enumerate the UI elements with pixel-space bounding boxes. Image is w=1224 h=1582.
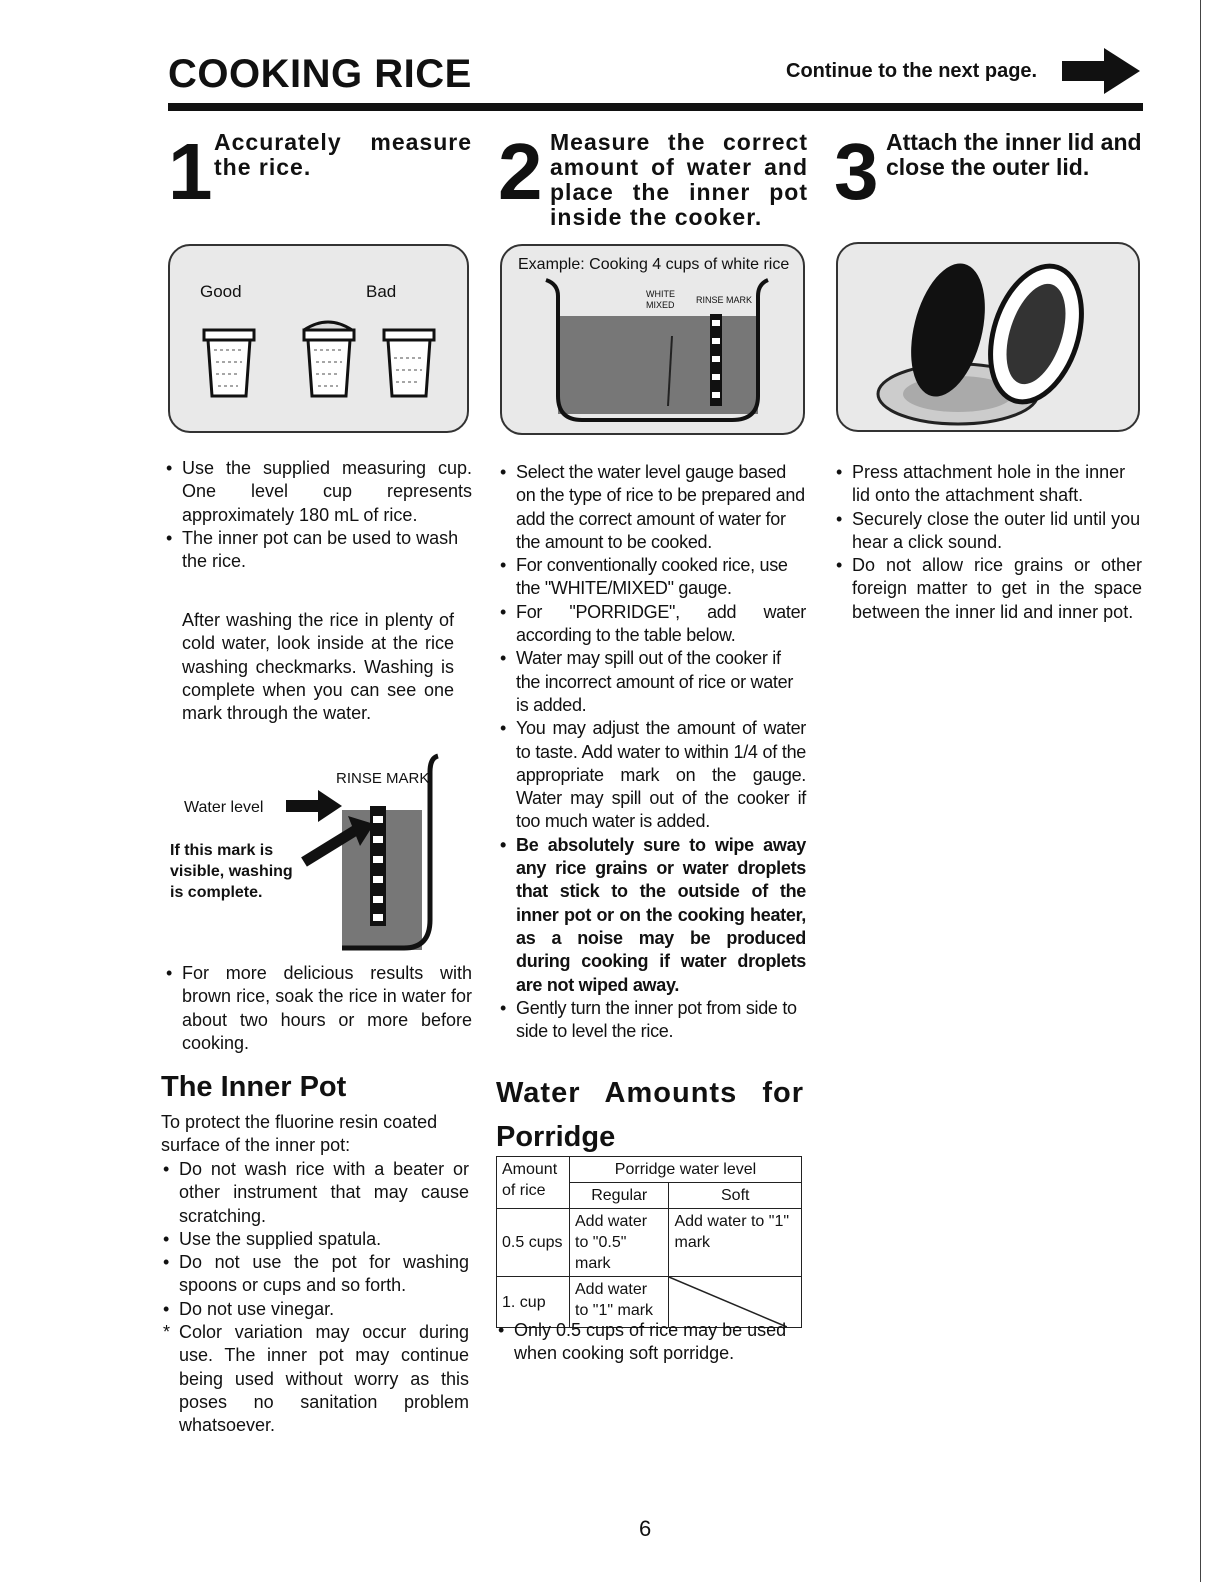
list-item: • For conventionally cooked rice, use the "WHITE/MIXED" gauge. <box>498 554 806 601</box>
step-2-title <box>550 130 808 230</box>
step-1-instructions <box>164 457 472 573</box>
heaped-cup-icon <box>304 322 354 396</box>
inner-pot-intro: To protect the fluorine resin coated surface of the inner pot: <box>161 1112 438 1156</box>
continue-note: Continue to the next page. <box>786 60 1038 82</box>
step-3-number: 3 <box>834 127 879 216</box>
page-edge-line <box>1200 0 1201 1582</box>
list-item: • You may adjust the amount of water to taste. Add water to within 1/4 of the appropriate mark on the gauge. Water may spill out of the cooker if too much water is added. <box>498 717 806 833</box>
porridge-heading-line: Porridge <box>496 1121 616 1153</box>
mixed-label: MIXED <box>646 300 675 310</box>
list-item: • Do not allow rice grains or other foreign matter to get in the space between the inner lid and inner pot. <box>834 554 1142 624</box>
step-2-title-line: place the inner pot <box>550 179 808 205</box>
table-cell: 1. cup <box>497 1277 570 1328</box>
regular-header: Regular <box>570 1183 669 1209</box>
table-cell: Add water to "0.5" mark <box>570 1209 669 1277</box>
rinse-mark-diagram <box>168 750 468 955</box>
step-2-number: 2 <box>498 127 543 216</box>
level-header: Porridge water level <box>570 1157 802 1183</box>
table-cell: 0.5 cups <box>497 1209 570 1277</box>
good-label: Good <box>200 282 242 301</box>
amount-header: Amount of rice <box>497 1157 570 1209</box>
inner-lid-icon <box>838 244 1138 430</box>
list-item: * Color variation may occur during use. The inner pot may continue being used without worry as this poses no sanitation problem whatsoever. <box>161 1321 469 1437</box>
list-item: • For "PORRIDGE", add water according to the table below. <box>498 601 806 648</box>
list-item: • Select the water level gauge based on the type of rice to be prepared and add the correct amount of water for the amount to be cooked. <box>498 461 806 554</box>
step-2-title-line: inside the cooker. <box>550 204 763 230</box>
step-3-title-line: close the outer lid. <box>886 154 1090 180</box>
list-item: • Use the supplied measuring cup. One level cup represents approximately 180 mL of rice. <box>164 457 472 527</box>
water-level-arrow-icon <box>286 790 342 822</box>
washing-complete-line: If this mark is <box>170 842 274 859</box>
brown-rice-note <box>164 962 472 1055</box>
list-item: • Do not use vinegar. <box>161 1298 469 1321</box>
soft-header: Soft <box>669 1183 802 1209</box>
table-row <box>497 1157 802 1183</box>
step-1-number: 1 <box>168 127 213 216</box>
list-item: • Securely close the outer lid until you hear a click sound. <box>834 508 1142 555</box>
step-2-title-line: Measure the correct <box>550 129 808 155</box>
step-2-instructions <box>498 461 806 1043</box>
lid-illustration <box>836 242 1140 432</box>
list-item: • Use the supplied spatula. <box>161 1228 469 1251</box>
measuring-cup-icons <box>170 246 467 431</box>
inner-pot-icon <box>502 246 803 433</box>
good-cup-icon <box>204 330 254 396</box>
list-item: • Do not use the pot for washing spoons or cups and so forth. <box>161 1251 469 1298</box>
water-gauge-illustration <box>500 244 805 435</box>
list-item: • Water may spill out of the cooker if the incorrect amount of rice or water is added. <box>498 647 806 717</box>
inner-pot-heading: The Inner Pot <box>161 1071 347 1103</box>
list-item: • Be absolutely sure to wipe away any rice grains or water droplets that stick to the outside of the inner pot or on the cooking heater, as a noise may be produced during cooking if water droplets are not wiped away. <box>498 834 806 997</box>
list-item: • Do not wash rice with a beater or other instrument that may cause scratching. <box>161 1158 469 1228</box>
figure-caption: Example: Cooking 4 cups of white rice <box>518 256 790 273</box>
water-level-label: Water level <box>184 799 264 816</box>
step-1-title <box>214 130 472 180</box>
rinse-mark-label: RINSE MARK <box>696 295 753 305</box>
bad-label: Bad <box>366 282 397 301</box>
step-3-title-line: Attach the inner lid and <box>886 129 1142 155</box>
porridge-heading <box>496 1071 804 1159</box>
porridge-note <box>496 1319 804 1366</box>
rinse-mark-label: RINSE MARK <box>336 770 430 787</box>
washing-complete-line: visible, washing <box>170 863 293 880</box>
white-mixed-label <box>646 289 675 311</box>
washing-complete-note <box>170 840 293 903</box>
underfilled-cup-icon <box>384 330 434 396</box>
header-rule <box>168 103 1143 111</box>
step-3-title <box>886 130 1146 180</box>
step-3-instructions <box>834 461 1142 624</box>
step-2-title-line: amount of water and <box>550 154 808 180</box>
white-label: WHITE <box>646 289 675 299</box>
list-item: • Press attachment hole in the inner lid onto the attachment shaft. <box>834 461 1142 508</box>
step-1-title-line: the rice. <box>214 154 312 180</box>
porridge-heading-line: Water Amounts for <box>496 1077 804 1109</box>
list-item: • Gently turn the inner pot from side to side to level the rice. <box>498 997 806 1044</box>
washing-paragraph: After washing the rice in plenty of cold water, look inside at the rice washing checkmarks. Washing is complete when you can see one mark through the water. <box>182 610 454 724</box>
page-number: 6 <box>639 1516 652 1541</box>
list-item: • Only 0.5 cups of rice may be used when cooking soft porridge. <box>496 1319 804 1366</box>
list-item: • The inner pot can be used to wash the rice. <box>164 527 472 574</box>
table-row <box>497 1209 802 1277</box>
arrow-right-icon <box>1060 46 1142 98</box>
step-1-title-line: Accurately measure <box>214 129 472 155</box>
table-cell: Add water to "1" mark <box>669 1209 802 1277</box>
page-title: COOKING RICE <box>168 52 472 96</box>
washing-complete-line: is complete. <box>170 884 263 901</box>
measuring-cup-illustration <box>168 244 469 433</box>
porridge-table <box>496 1156 802 1328</box>
table-cell: Add water to "1" mark <box>570 1277 669 1328</box>
list-item: • For more delicious results with brown rice, soak the rice in water for about two hours or more before cooking. <box>164 962 472 1055</box>
inner-pot-rules <box>161 1158 469 1438</box>
